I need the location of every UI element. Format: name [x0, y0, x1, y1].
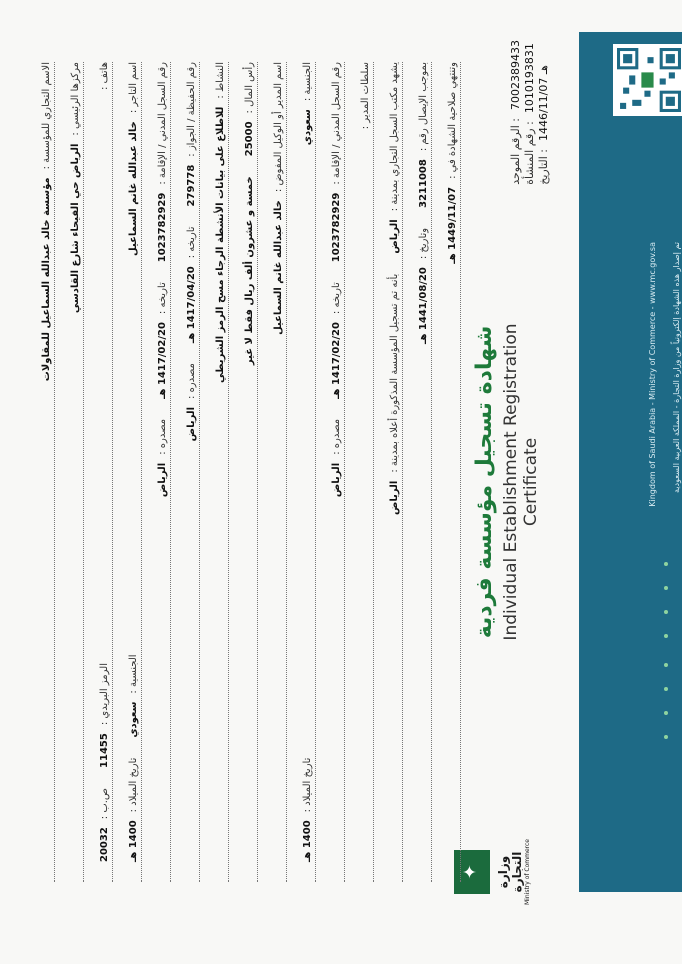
id-row: رقم السجل المدني / الإقامة : 1023782929 تاريخه : 1417/02/20 هـ مصدره : الرياض: [142, 62, 171, 882]
cr-number-label: رقم المنشأة :: [523, 121, 536, 185]
title-english: Individual Establishment Registration Certificate: [501, 323, 541, 641]
manager-id-date: 1417/02/20 هـ: [331, 322, 342, 399]
reference-block: [509, 40, 551, 185]
decorative-dots: [667, 552, 679, 802]
ministry-arabic: وزارة التجارة: [496, 851, 524, 893]
rotated-document: [31, 32, 681, 932]
postal-code: 11455: [99, 733, 110, 768]
manager-name: خالد عبدالله غانم السماعيل: [273, 200, 284, 335]
ref-number: 7002389433: [509, 40, 522, 110]
manager-details-row: الجنسية : سعودي تاريخ الميلاد : 1400 هـ: [287, 62, 316, 882]
hq-address: الرياض حي الفيحاء شارع القادسي: [70, 143, 81, 314]
registry-row: يشهد مكتب السجل التجاري بمدينة : الرياض بأنه تم تسجيل المؤسسة المذكورة أعلاه بمدينة : الرياض: [374, 62, 403, 882]
registry-city-2: الرياض: [389, 480, 400, 516]
trade-name-row: الاسم التجاري للمؤسسة : مؤسسة خالد عبدالله السماعيل للمقاولات: [26, 62, 55, 882]
owner-id-date: 1417/02/20 هـ: [157, 322, 168, 399]
receipt-number: 3211008: [418, 159, 429, 208]
cr-number: 1010193831: [523, 43, 536, 114]
authority-row: سلطات المدير :: [345, 62, 374, 882]
validity-date: 1449/11/07 هـ: [447, 186, 458, 264]
permit-number: 279778: [186, 164, 197, 207]
owner-id: 1023782929: [157, 192, 168, 263]
permit-row: رقم الحفيظة / الجواز : 279778 تاريخه : 1417/04/20 هـ مصدره : الرياض: [171, 62, 200, 882]
receipt-row: بموجب الإيصال رقم : 3211008 وتاريخ : 1441/08/20 هـ: [403, 62, 432, 882]
owner-id-source: الرياض: [157, 462, 168, 498]
title-arabic: شهادة تسجيل مؤسسة فردية: [472, 325, 497, 639]
validity-row: وتنتهي صلاحية الشهادة في : 1449/11/07 هـ: [432, 62, 461, 882]
date-label: التاريخ :: [537, 149, 550, 185]
ref-number-label: الرقم الموحد :: [509, 118, 522, 185]
owner-row: اسم التاجر : خالد عبدالله غانم السماعيل الجنسية : سعودي تاريخ الميلاد : 1400 هـ: [113, 62, 142, 882]
certificate-title: [472, 302, 541, 662]
issue-date: 1446/11/07 هـ: [537, 65, 550, 142]
ministry-english: Ministry of Commerce: [524, 839, 531, 905]
owner-name: خالد عبدالله غانم السماعيل: [128, 121, 139, 256]
certificate-fields: [26, 62, 461, 882]
capital-words: خمسة و عشرون ألف ريال فقط لا غير: [244, 176, 255, 366]
activity: للاطلاع على بيانات الأنشطة الرجاء مسح الرمز الشريطي: [215, 106, 226, 384]
manager-birth: 1400 هـ: [302, 820, 313, 862]
activity-row: النشاط : للاطلاع على بيانات الأنشطة الرجاء مسح الرمز الشريطي: [200, 62, 229, 882]
manager-id-source: الرياض: [331, 462, 342, 498]
receipt-date: 1441/08/20 هـ: [418, 267, 429, 344]
owner-birth: 1400 هـ: [128, 820, 139, 862]
ministry-logo-block: [454, 837, 531, 907]
manager-id: 1023782929: [331, 192, 342, 263]
palm-swords-icon: ✦: [454, 850, 490, 894]
capital-row: رأس المال : 25000 خمسة و عشرون ألف ريال فقط لا غير: [229, 62, 258, 882]
footer-line-1: تم إصدار هذه الشهادة إلكترونياً من وزارة التجارة - المملكة العربية السعودية: [672, 242, 681, 493]
owner-nationality: سعودي: [128, 701, 139, 738]
manager-row: اسم المدير أو الوكيل المفوض : خالد عبدالله غانم السماعيل: [258, 62, 287, 882]
qr-code: [613, 44, 682, 116]
registry-city: الرياض: [389, 219, 400, 254]
capital: 25000: [244, 121, 255, 157]
trade-name: مؤسسة خالد عبدالله السماعيل للمقاولات: [41, 177, 52, 382]
permit-source: الرياض: [186, 406, 197, 442]
po-box: 20032: [99, 827, 110, 862]
manager-nationality: سعودي: [302, 109, 313, 146]
permit-date: 1417/04/20 هـ: [186, 266, 197, 344]
qr-code-icon: [617, 48, 681, 112]
manager-id-row: رقم السجل المدني / الإقامة : 1023782929 تاريخه : 1417/02/20 هـ مصدره : الرياض: [316, 62, 345, 882]
footer-line-2: Kingdom of Saudi Arabia - Ministry of Commerce - www.mc.gov.sa: [648, 242, 657, 507]
hq-row: مركزها الرئيسي : الرياض حي الفيحاء شارع القادسي: [55, 62, 84, 882]
postal-row: هاتف : الرمز البريدي : 11455 ص.ب : 20032: [84, 62, 113, 882]
